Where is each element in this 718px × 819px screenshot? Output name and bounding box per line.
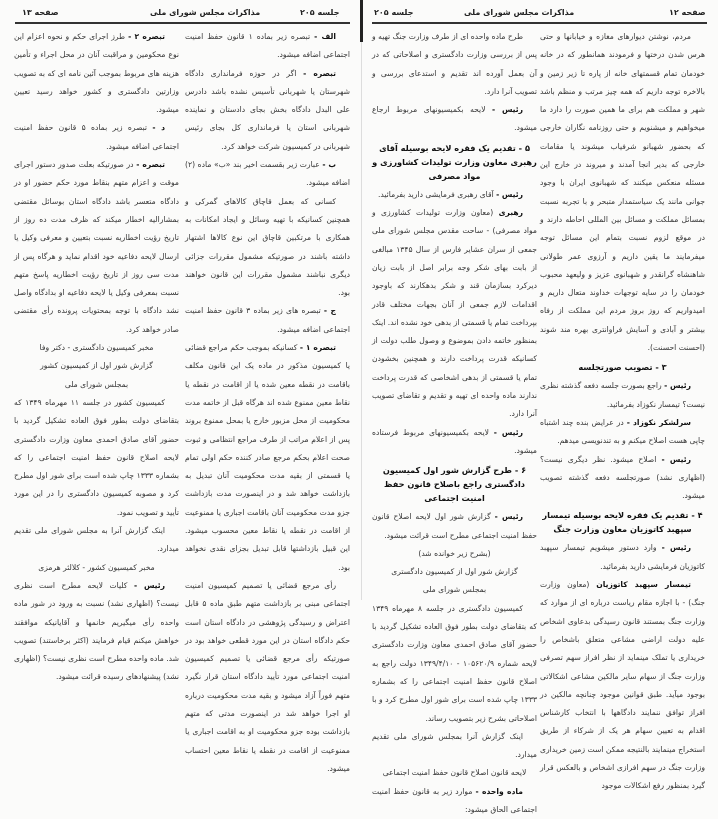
paragraph <box>14 357 179 375</box>
speaker-label: رئیس - <box>492 105 523 115</box>
paragraph <box>14 394 179 522</box>
speaker-label: تیمسار سپهبد کاتوزیان <box>596 580 691 590</box>
paragraph-text: اصلاح میشود. نظر دیگری نیست؟ (اظهاری نشد) صورتجلسه دفعه گذشته تصویب میشود. <box>540 454 705 501</box>
paragraph <box>14 339 179 357</box>
paragraph <box>14 28 179 119</box>
column-left <box>14 28 179 687</box>
paragraph-text: کمیسیون کشور در جلسه ۱۱ مهرماه ۱۳۴۹ که بتقاضای دولت بطور فوق العاده تشکیل گردید با حضور آقای صادق احمدی معاون وزارت دادگستری لایحه اصلاح قانون حفظ امنیت اجتماعی را که بشماره ۱۳۳۳ چاپ شده است برای شور اول مطرح کرد و مصوبه کمیسیون دادگستری را در این مورد تأیید و تصویب نمود. <box>14 397 179 517</box>
paragraph <box>14 119 179 156</box>
running-title: مذاکرات مجلس شورای ملی <box>150 8 261 17</box>
paragraph <box>372 545 537 563</box>
paragraph-text: کمیسیون دادگستری در جلسه ۸ مهرماه ۱۳۴۹ که بتقاضای دولت بطور فوق العاده تشکیل گردید با حضور آقای صادق احمدی معاون وزارت دادگستری لایحه شماره ۱۰۵۶۲۰/۹ - ۱۳۴۹/۴/۱۰ دولت راجع به اصلاح قانون حفظ امنیت اجتماعی را که بشماره ۱۳۳۳ چاپ شده است برای شور اول مطرح کرد و با اصلاحاتی بشرح زیر بتصویب رساند. <box>372 603 537 723</box>
paragraph <box>185 193 350 303</box>
speaker-label: رئیس - <box>133 580 165 590</box>
paragraph-text: گزارش شور اول از کمیسیون کشور <box>40 361 153 371</box>
paragraph-text: وارد دستور میشویم تیمسار سپهبد کاتوزیان فرمایشی دارید بفرمائید. <box>540 543 705 571</box>
paragraph-text: مردم، نوشتن دیوارهای مغازه و خیابانها و حتی هرس شدن درختها و فرمودند همانطور که در خانه خودمان تمام قسمتهای خانه از پاره تا زیر زمین و بالاخره توجه داریم که همه چیز مرتب و منظم باشد شهر و مملکت هم برای ما همین صورت را دارد ما میخواهیم و میشنویم و حتی روزنامه نگاران خارجی که بحضور شهبانو شرفیاب میشوند یا مقامات خارجی که بدیر انجا آمدند و میروند در خارج این مسئله منعکس میکنند که شهبانوی ایران با وجود جوانی مانند یک سیاستمدار متبحر و با تجربه نسبت بمسائل مملکت و مسائل بین المللی احاطه دارند و در موقع لزوم نسبت بتمام این مسائل توجه میفرمایند ما یقین داریم و آرزوی عمر طولانی شاهنشاه گرانقدر و شهبانوی عزیز و ولیعهد محبوب خودمان را در سایه توجهات خداوند متعال داریم و امیدواریم که روز بروز مردم این مملکت از رفاه بیشتر و آبادی و آسایش فراوانتری بهره مند شوند (احسنت احسنت). <box>540 32 705 353</box>
paragraph-text: طرح ماده واحده ای از طرف وزارت جنگ تهیه و پس از بررسی وزارت دادگستری و اصلاحاتی که در آن بعمل آورده اند تقدیم و استدعای بررسی و تصویب آنرا دارد. <box>372 32 537 96</box>
paragraph <box>185 577 350 778</box>
paragraph-text: تبصره زیر بماده ۱ قانون حفظ امنیت اجتماعی اضافه میشود. <box>185 32 350 60</box>
speaker-label: ج - <box>323 306 336 316</box>
speaker-label: ب - <box>322 160 336 170</box>
paragraph-text: (معاون وزارت تولیدات کشاورزی و مواد مصرفی) - ساحت مقدس مجلس شورای ملی جمعی از سران عشایر فارس از سال ۱۳۴۵ مبالغی از بابت بهای شکر وجه برابر اصل از بابت زیان دیرکرد بسازمان قند و شکر بدهکارند که باوجود اقدامات لازم جمعی از آنان بجهات مختلف قادر بپرداخت تمام یا قسمتی از بدهی خود نشده اند. اینک بمنظور خاتمه دادن بموضوع و وصول طلب دولت از کسانیکه قدرت پرداخت دارند و همچنین بخشودن تمام یا قسمتی از بدهی اشخاصی که قدرت پرداخت ندارند ماده واحده ای تهیه و تقدیم و تقاضای تصویب آنرا دارد. <box>372 208 537 419</box>
paragraph <box>540 28 705 357</box>
column-right <box>185 28 350 778</box>
paragraph <box>540 414 705 451</box>
paragraph <box>372 764 537 782</box>
paragraph <box>372 204 537 424</box>
paragraph-text: در عرایض بنده چند اشتباه چاپی هست اصلاح میکنم و به تندنویسی میدهم. <box>540 417 705 446</box>
paragraph-text: (بشرح زیر خوانده شد) <box>418 548 491 558</box>
paragraph-text: کلیات لایحه مطرح است نظری نیست؟ (اظهاری نشد) نسبت به ورود در شور ماده واحده رأی میگیریم خانمها و آقایانیکه موافقند خواهش میکنم قیام فرمایند (اکثر برخاستند) تصویب شد. ماده واحده مطرح است نظری نیست؟ (اظهاری نشد) پیشنهادهای رسیده قرائت میشود. <box>14 580 179 682</box>
page-number: صفحه ۱۲ <box>669 8 706 17</box>
paragraph-text: موارد زیر به قانون حفظ امنیت اجتماعی الحاق میشود: <box>372 786 537 814</box>
section-heading: ۳ - تصویب صورتجلسه <box>578 362 667 373</box>
paragraph-text: تبصره های زیر بماده ۳ قانون حفظ امنیت اجتماعی اضافه میشود. <box>185 306 350 334</box>
paragraph <box>540 377 705 414</box>
paragraph <box>14 376 179 394</box>
speaker-label: رهبری <box>498 208 523 218</box>
paragraph <box>14 156 179 339</box>
book-gutter-shadow <box>361 42 362 600</box>
session-number: جلسه ۲۰۵ <box>374 8 414 17</box>
paragraph <box>185 302 350 339</box>
speaker-label: سرلشکر نکوزاد - <box>626 417 692 427</box>
paragraph-text: (معاون وزارت جنگ) - با اجازه مقام ریاست درباره ای از موارد که وزارت جنگ بمستند قانون رسیدگی بدعاوی اشخاص علیه دولت اراضی مشاعی متعلق باشخاص را خریداری یا تملک مینماید از نظر افراز سهم تصرفی وزارت جنگ از سهام سایر مالکین مشاعی اشکالاتی بوجود میآید. طبق قوانین موجود چنانچه مالکین در افراز توافق ننمایند دادگاهها با انتخاب کارشناس اقدام به تعیین سهام هر یک از شرکاء از طریق استخراج مینمایند بالنتیجه ممکن است زمین خریداری وزارت جنگ در سهم افرازی اشخاص و بالعکس قرار گیرد بمنظور رفع اشکالات موجود <box>540 580 705 791</box>
paragraph <box>14 559 179 577</box>
paragraph-text: آقای رهبری فرمایشی دارید بفرمائید. <box>377 189 494 199</box>
paragraph <box>540 576 705 796</box>
speaker-label: رئیس - <box>661 543 691 553</box>
paragraph <box>372 186 537 204</box>
paragraph-text: لایحه بکمیسیونهای مربوط فرستاده میشود. <box>372 427 537 455</box>
header-rule <box>15 22 350 24</box>
paragraph-text: کسانی که بعمل قاچاق کالاهای گمرکی و همچنین کسانیکه با تهیه وسائل و ایجاد امکانات به همکاری با مرتکبین قاچاق این نوع کالاها اشتهار داشته باشند در صورتیکه مشمول مقررات جزائی دیگری نباشند مشمول مقررات این قانون خواهند بود. <box>185 196 350 298</box>
right-page <box>364 0 718 814</box>
speaker-label: تبصره ۱ - <box>299 343 337 353</box>
speaker-label: تبصره - <box>303 68 337 78</box>
paragraph-text: گزارش شور اول لایحه اصلاح قانون حفظ امنیت اجتماعی مطرح است قرائت میشود. <box>372 512 537 540</box>
paragraph <box>540 539 705 576</box>
paragraph <box>372 728 537 765</box>
paragraph-text: بمجلس شورای ملی <box>422 585 487 595</box>
paragraph-text: لایحه بکمیسیونهای مربوط ارجاع میشود. <box>372 105 537 133</box>
paragraph-text: تبصره زیر بماده ۵ قانون حفظ امنیت اجتماعی اضافه میشود. <box>14 123 179 151</box>
paragraph <box>185 339 350 577</box>
paragraph <box>372 600 537 728</box>
paragraph-text: بمجلس شورای ملی <box>64 379 129 389</box>
running-title: مذاکرات مجلس شورای ملی <box>464 8 575 17</box>
paragraph <box>14 522 179 559</box>
paragraph <box>372 424 537 461</box>
paragraph-text: کسانیکه بموجب حکم مراجع قضائی یا کمیسیون مذکور در ماده یک این قانون مکلف باقامت در نقطه معین شده یا از اقامت در نقطه یا نقاط معین ممنوع شده اند هرگاه قبل از خاتمه مدت محکومیت از محل مزبور خارج یا بمحل ممنوع بروند پس از اعلام مراتب از طرف مراجع انتظامی و ثبوت صحت اعلام بحکم مرجع صادر کننده حکم اولی تمام یا قسمتی از بقیه مدت محکومیت آنان تبدیل به بازداشت خواهد شد و در اینصورت مدت بازداشت جزو مدت محکومیت آنان باقامت اجباری یا ممنوعیت از اقامت در نقطه یا نقاط معین محسوب میشود. این قبیل بازداشتها قابل تبدیل بجزای نقدی نخواهد بود. <box>185 343 350 572</box>
column-right <box>540 28 705 796</box>
paragraph <box>372 508 537 545</box>
speaker-label: تبصره - <box>136 160 166 170</box>
speaker-label: رئیس - <box>494 512 524 522</box>
column-left <box>372 28 537 819</box>
page-number: صفحه ۱۳ <box>22 8 59 17</box>
left-page <box>0 0 360 773</box>
section-heading: ۴ - تقدیم یک فقره لایحه بوسیله تیمسار سپهبد کاتوزیان معاون وزارت جنگ <box>542 510 703 535</box>
paragraph <box>14 577 179 687</box>
paragraph-text: طرز اجرای حکم و نحوه اعزام این نوع محکومین و مراقبت آنان در محل اجراء و تأمین هزینه های مربوط بموجب آئین نامه ای که به تصویب وزارتین دادگستری و کشور خواهد رسید تعیین میشود. <box>14 32 179 115</box>
paragraph-text: مخبر کمیسیون دادگستری - دکتر وفا <box>39 343 154 353</box>
speaker-label: د - <box>152 123 165 133</box>
paragraph <box>372 563 537 581</box>
speaker-label: الف - <box>314 32 336 41</box>
paragraph-text: عبارت زیر بقسمت اخیر بند «ب» ماده (۲) اضافه میشود. <box>185 160 350 188</box>
paragraph-text: لایحه قانون اصلاح قانون حفظ امنیت اجتماعی <box>382 768 527 778</box>
paragraph <box>185 28 350 65</box>
section-heading: ۵ - تقدیم یک فقره لایحه بوسیله آقای رهبری معاون وزارت تولیدات کشاورزی و مواد مصرفی <box>372 142 537 181</box>
paragraph <box>372 101 537 138</box>
paragraph <box>372 28 537 101</box>
book-gutter <box>360 0 363 42</box>
paragraph-text: در صورتیکه بعلت صدور دستور اجرای موقت و اعزام متهم بنقاط مورد حکم حضور او در دادگاه متعسر باشد دادگاه استان بوسائل مقتضی بمشارالیه اخطار میکند که ظرف مدت ده روز از تاریخ رؤیت اخطاریه نسبت بتعیین و معرفی وکیل یا ارسال لایحه دفاعیه خود اقدام نماید و هرگاه پس از مدت سی روز از تاریخ رؤیت اخطاریه پاسخ متهم نسبت بمعرفی وکیل یا لایحه دفاعیه او بدادگاه واصل نشد دادگاه با توجه بمحتویات پرونده رأی مقتضی صادر خواهد کرد. <box>14 160 179 334</box>
speaker-label: رئیس - <box>496 189 523 199</box>
session-number: جلسه ۲۰۵ <box>300 8 340 17</box>
speaker-label: ماده واحده - <box>475 786 523 796</box>
paragraph-text: راجع بصورت جلسه دفعه گذشته نظری نیست؟ تیمسار نکوزاد بفرمائید. <box>540 381 705 409</box>
speaker-label: تبصره ۲ - <box>128 32 165 41</box>
paragraph <box>372 581 537 599</box>
paragraph <box>540 451 705 506</box>
paragraph <box>372 783 537 819</box>
speaker-label: رئیس - <box>664 381 692 391</box>
paragraph-text: مخبر کمیسیون کشور - کلالئر هرمزی <box>38 562 155 572</box>
paragraph-text: گزارش شور اول از کمیسیون دادگستری <box>391 567 518 577</box>
paragraph-text: رأی مرجع قضائی یا تصمیم کمیسیون امنیت اجتماعی مبنی بر بازداشت متهم طبق ماده ۵ قابل اعتراض و رسیدگی پژوهشی در دادگاه استان است حکم دادگاه استان در این مورد قطعی خواهد بود در صورتیکه رأی مرجع قضائی یا تصمیم کمیسیون امنیت اجتماعی مورد تأیید دادگاه استان قرار نگیرد متهم فوراً آزاد میشود و بقیه مدت محکومیت درباره او اجرا خواهد شد در اینصورت مدتی که متهم بازداشت بوده جزو محکومیت او به اقامت اجباری یا ممنوعیت از اقامت در نقطه یا نقاط معین احتساب میشود. <box>185 580 350 773</box>
section-heading: ۶ - طرح گزارش شور اول کمیسیون دادگستری راجع باصلاح قانون حفظ امنیت اجتماعی <box>382 465 527 504</box>
header-rule <box>372 22 707 24</box>
paragraph <box>185 156 350 193</box>
paragraph-text: اینک گزارش آنرا به مجلس شورای ملی تقدیم میدارد. <box>14 526 179 554</box>
paragraph <box>185 65 350 156</box>
paragraph-text: اینک گزارش آنرا بمجلس شورای ملی تقدیم میدارد. <box>372 731 537 760</box>
speaker-label: رئیس - <box>661 454 691 464</box>
paragraph-text: اگر در حوزه فرمانداری دادگاه شهرستان یا شهربانی تأسیس نشده باشد دادرس علی البدل دادگاه بخش بجای دادستان و نماینده شهربانی استان یا فرمانداری کل بجای رئیس شهربانی در کمیسیون شرکت خواهد کرد. <box>185 68 350 151</box>
speaker-label: رئیس - <box>493 427 523 437</box>
